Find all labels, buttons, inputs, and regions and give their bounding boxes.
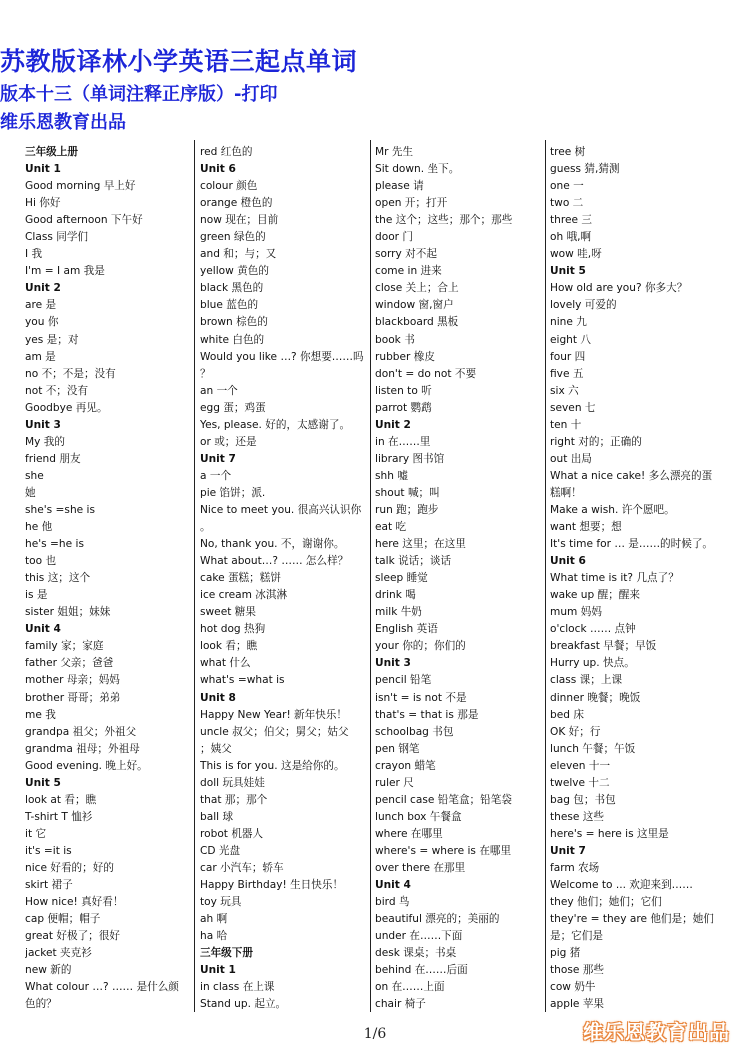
vocab-entry: five 五	[550, 367, 584, 380]
vocab-entry: apple 苹果	[550, 998, 604, 1011]
vocab-entry: here 这里；在这里	[375, 538, 466, 551]
vocab-entry: eight 八	[550, 333, 592, 346]
section-heading: Unit 2	[375, 418, 411, 431]
vocab-entry: grandpa 祖父；外祖父	[25, 725, 137, 738]
vocab-entry: run 跑；跑步	[375, 503, 439, 516]
vocab-entry: breakfast 早餐；早饭	[550, 640, 657, 653]
vocab-entry: what's =what is	[200, 674, 285, 687]
vocab-entry: 是；它们是	[550, 930, 603, 943]
vocab-entry: 糕啊！	[550, 486, 582, 499]
section-heading: Unit 7	[200, 452, 236, 465]
vocab-entry: isn't = is not 不是	[375, 691, 467, 704]
vocab-entry: mum 妈妈	[550, 606, 602, 619]
vocab-entry: new 新的	[25, 964, 72, 977]
section-heading: Unit 8	[200, 691, 236, 704]
vocab-entry: great 好极了；很好	[25, 930, 120, 943]
vocab-entry: blue 蓝色的	[200, 299, 259, 312]
vocab-entry: orange 橙色的	[200, 197, 273, 210]
vocab-entry: lunch box 午餐盒	[375, 810, 462, 823]
vocab-entry: this 这；这个	[25, 572, 91, 585]
vocab-entry: 她	[25, 486, 36, 499]
vocab-entry: bed 床	[550, 708, 584, 721]
vocab-entry: white 白色的	[200, 333, 265, 346]
vocab-entry: doll 玩具娃娃	[200, 776, 265, 789]
section-heading: Unit 4	[25, 623, 61, 636]
vocab-entry: It's time for … 是……的时候了。	[550, 538, 714, 551]
vocab-entry: cake 蛋糕；糕饼	[200, 572, 281, 585]
vocab-entry: she	[25, 469, 44, 482]
vocab-entry: look 看；瞧	[200, 640, 258, 653]
vocab-entry: Hi 你好	[25, 197, 61, 210]
section-heading: Unit 1	[25, 163, 61, 176]
vocab-entry: that 那；那个	[200, 793, 268, 806]
vocab-entry: eleven 十一	[550, 759, 611, 772]
vocab-entry: listen to 听	[375, 384, 432, 397]
section-heading: Unit 6	[200, 163, 236, 176]
section-heading: Unit 7	[550, 844, 586, 857]
vocab-entry: four 四	[550, 350, 586, 363]
vocab-entry: eat 吃	[375, 521, 407, 534]
vocab-entry: bag 包；书包	[550, 793, 616, 806]
vocab-entry: door 门	[375, 231, 414, 244]
vocab-entry: skirt 裙子	[25, 879, 73, 892]
vocab-entry: pencil 铅笔	[375, 674, 432, 687]
section-heading: 三年级上册	[25, 146, 78, 158]
vocab-entry: bird 鸟	[375, 896, 410, 909]
vocab-entry: six 六	[550, 384, 579, 397]
section-heading: Unit 6	[550, 555, 586, 568]
vocab-entry: milk 牛奶	[375, 606, 422, 619]
vocab-entry: How old are you? 你多大？	[550, 282, 688, 295]
word-column-2	[200, 144, 367, 1012]
vocab-entry: Hurry up. 快点。	[550, 657, 635, 670]
vocab-entry: on 在……上面	[375, 981, 445, 994]
vocab-entry: egg 蛋；鸡蛋	[200, 401, 266, 414]
vocab-entry: T-shirt T 恤衫	[25, 810, 93, 823]
vocab-entry: Mr 先生	[375, 146, 414, 158]
vocab-entry: blackboard 黑板	[375, 316, 459, 329]
vocab-entry: look at 看；瞧	[25, 793, 97, 806]
vocab-entry: father 父亲；爸爸	[25, 657, 114, 670]
vocab-entry: one 一	[550, 180, 584, 193]
section-heading: Unit 5	[25, 776, 61, 789]
vocab-entry: English 英语	[375, 623, 438, 636]
word-column-1	[25, 144, 190, 1012]
section-heading: Unit 4	[375, 879, 411, 892]
vocab-entry: Welcome to ... 欢迎来到……	[550, 879, 693, 892]
vocab-entry: drink 喝	[375, 589, 416, 602]
vocab-entry: green 绿色的	[200, 231, 266, 244]
vocab-entry: the 这个；这些；那个；那些	[375, 214, 513, 227]
vocab-entry: ice cream 冰淇淋	[200, 589, 288, 602]
vocab-entry: she's =she is	[25, 503, 96, 516]
vocab-entry: where 在哪里	[375, 827, 443, 840]
vocab-entry: red 红色的	[200, 146, 253, 158]
vocab-entry: ？	[200, 367, 211, 380]
vocab-entry: car 小汽车；轿车	[200, 861, 284, 874]
vocab-entry: mother 母亲；妈妈	[25, 674, 120, 687]
vocab-entry: seven 七	[550, 401, 596, 414]
page-number: 1/6	[363, 1026, 387, 1042]
vocab-entry: a 一个	[200, 469, 232, 482]
vocab-entry: sweet 糖果	[200, 606, 256, 619]
vocab-entry: shout 喊；叫	[375, 486, 440, 499]
vocab-entry: What colour …? …… 是什么颜	[25, 981, 179, 994]
vocab-entry: guess 猜,猜测	[550, 163, 620, 176]
column-divider	[370, 140, 371, 1012]
column-divider	[194, 140, 195, 1012]
vocab-entry: no 不；不是；没有	[25, 367, 116, 380]
section-heading: Unit 5	[550, 265, 586, 278]
publisher-watermark: 维乐恩教育出品	[583, 1020, 730, 1044]
vocab-entry: farm 农场	[550, 861, 600, 874]
vocab-entry: where's = where is 在哪里	[375, 844, 512, 857]
vocab-entry: behind 在……后面	[375, 964, 468, 977]
vocab-entry: Class 同学们	[25, 231, 89, 244]
vocab-entry: pig 猪	[550, 947, 581, 960]
vocab-entry: your 你的；你们的	[375, 640, 466, 653]
vocab-entry: jacket 夹克衫	[25, 947, 92, 960]
section-heading: 三年级下册	[200, 947, 253, 960]
vocab-entry: Sit down. 坐下。	[375, 163, 460, 176]
vocab-entry: Goodbye 再见。	[25, 401, 108, 414]
vocab-entry: Happy New Year! 新年快乐！	[200, 708, 348, 721]
vocab-entry: rubber 橡皮	[375, 350, 435, 363]
section-heading: Unit 3	[375, 657, 411, 670]
vocab-entry: an 一个	[200, 384, 238, 397]
vocab-entry: Would you like …? 你想要……吗	[200, 350, 364, 363]
vocab-entry: over there 在那里	[375, 861, 466, 874]
vocab-entry: brown 棕色的	[200, 316, 268, 329]
vocab-entry: 色的？	[25, 998, 57, 1011]
vocab-entry: book 书	[375, 333, 415, 346]
vocab-entry: under 在……下面	[375, 930, 463, 943]
vocab-entry: I'm = I am 我是	[25, 265, 105, 278]
vocab-entry: Make a wish. 许个愿吧。	[550, 503, 675, 516]
vocab-entry: ten 十	[550, 418, 582, 431]
vocab-entry: or 或；还是	[200, 435, 257, 448]
vocab-entry: library 图书馆	[375, 452, 445, 465]
vocab-entry: ；姨父	[200, 742, 232, 755]
vocab-entry: it's =it is	[25, 844, 72, 857]
vocab-entry: parrot 鹦鹉	[375, 401, 432, 414]
vocab-entry: brother 哥哥；弟弟	[25, 691, 121, 704]
vocab-entry: grandma 祖母；外祖母	[25, 742, 140, 755]
vocab-entry: Stand up. 起立。	[200, 998, 287, 1011]
vocab-entry: black 黑色的	[200, 282, 264, 295]
vocab-entry: shh 嘘	[375, 469, 408, 482]
vocab-entry: chair 椅子	[375, 998, 426, 1011]
vocab-entry: dinner 晚餐；晚饭	[550, 691, 641, 704]
vocab-entry: now 现在；目前	[200, 214, 279, 227]
vocab-entry: Yes, please. 好的，太感谢了。	[200, 418, 351, 431]
vocab-entry: Good evening. 晚上好。	[25, 759, 148, 772]
vocab-entry: out 出局	[550, 452, 592, 465]
vocab-entry: toy 玩具	[200, 896, 242, 909]
vocab-entry: This is for you. 这是给你的。	[200, 759, 345, 772]
vocab-entry: it 它	[25, 827, 47, 840]
vocab-entry: in class 在上课	[200, 981, 275, 994]
word-column-3	[375, 144, 542, 1012]
vocab-entry: robot 机器人	[200, 827, 264, 840]
vocab-entry: Good morning 早上好	[25, 180, 136, 193]
vocab-entry: talk 说话；谈话	[375, 555, 452, 568]
vocab-entry: CD 光盘	[200, 844, 241, 857]
vocab-entry: pen 钢笔	[375, 742, 420, 755]
vocab-entry: wow 哇,呀	[550, 248, 602, 261]
vocab-entry: lovely 可爱的	[550, 299, 617, 312]
vocab-entry: these 这些	[550, 810, 604, 823]
vocab-entry: desk 课桌；书桌	[375, 947, 457, 960]
column-divider	[545, 140, 546, 1012]
vocab-entry: he 他	[25, 521, 53, 534]
vocab-entry: pie 馅饼；派.	[200, 486, 266, 499]
vocab-entry: ruler 尺	[375, 776, 414, 789]
document-subtitle: 版本十三（单词注释正序版）-打印	[0, 84, 278, 105]
vocab-entry: schoolbag 书包	[375, 725, 454, 738]
vocab-entry: sleep 睡觉	[375, 572, 428, 585]
vocab-entry: three 三	[550, 214, 592, 227]
vocab-entry: he's =he is	[25, 538, 84, 551]
vocab-entry: uncle 叔父；伯父；舅父；姑父	[200, 725, 349, 738]
vocab-entry: window 窗,窗户	[375, 299, 454, 312]
vocab-entry: twelve 十二	[550, 776, 610, 789]
vocab-entry: me 我	[25, 708, 56, 721]
vocab-entry: what 什么	[200, 657, 251, 670]
vocab-entry: you 你	[25, 316, 59, 329]
vocab-entry: friend 朋友	[25, 452, 81, 465]
vocab-entry: want 想要；想	[550, 521, 622, 534]
vocab-entry: ball 球	[200, 810, 234, 823]
document-title: 苏教版译林小学英语三起点单词	[0, 47, 358, 76]
vocab-entry: How nice! 真好看！	[25, 896, 124, 909]
vocab-entry: My 我的	[25, 435, 65, 448]
vocab-entry: here's = here is 这里是	[550, 827, 669, 840]
vocab-entry: pencil case 铅笔盒；铅笔袋	[375, 793, 512, 806]
vocab-entry: they're = they are 他们是；她们	[550, 913, 714, 926]
vocab-entry: are 是	[25, 299, 57, 312]
vocab-entry: cow 奶牛	[550, 981, 596, 994]
vocab-entry: sorry 对不起	[375, 248, 437, 261]
vocab-entry: Happy Birthday! 生日快乐！	[200, 879, 344, 892]
vocab-entry: o'clock …… 点钟	[550, 623, 636, 636]
vocab-entry: crayon 蜡笔	[375, 759, 436, 772]
publisher-line: 维乐恩教育出品	[0, 112, 126, 133]
vocab-entry: not 不；没有	[25, 384, 89, 397]
vocab-entry: family 家；家庭	[25, 640, 104, 653]
vocab-entry: tree 树	[550, 146, 586, 158]
vocab-entry: close 关上；合上	[375, 282, 459, 295]
vocab-entry: open 开；打开	[375, 197, 448, 210]
vocab-entry: yellow 黄色的	[200, 265, 269, 278]
vocab-entry: 。	[200, 521, 211, 534]
vocab-entry: OK 好；行	[550, 725, 601, 738]
vocab-entry: those 那些	[550, 964, 604, 977]
section-heading: Unit 1	[200, 964, 236, 977]
vocab-entry: yes 是；对	[25, 333, 79, 346]
vocab-entry: colour 颜色	[200, 180, 258, 193]
vocab-entry: and 和；与；又	[200, 248, 277, 261]
vocab-entry: don't = do not 不要	[375, 367, 477, 380]
vocab-entry: lunch 午餐；午饭	[550, 742, 636, 755]
vocab-entry: sister 姐姐；妹妹	[25, 606, 111, 619]
vocab-entry: too 也	[25, 555, 57, 568]
vocab-entry: wake up 醒；醒来	[550, 589, 640, 602]
vocab-entry: in 在……里	[375, 435, 431, 448]
vocab-entry: is 是	[25, 589, 48, 602]
section-heading: Unit 2	[25, 282, 61, 295]
vocab-entry: please 请	[375, 180, 424, 193]
vocab-entry: two 二	[550, 197, 584, 210]
vocab-entry: am 是	[25, 350, 56, 363]
section-heading: Unit 3	[25, 418, 61, 431]
vocab-entry: hot dog 热狗	[200, 623, 266, 636]
vocab-entry: nice 好看的；好的	[25, 861, 114, 874]
vocab-entry: What a nice cake! 多么漂亮的蛋	[550, 469, 713, 482]
vocab-entry: oh 哦,啊	[550, 231, 592, 244]
word-column-4	[550, 144, 720, 1012]
vocab-entry: ha 哈	[200, 930, 228, 943]
vocab-entry: beautiful 漂亮的；美丽的	[375, 913, 500, 926]
vocab-entry: What about…? …… 怎么样？	[200, 555, 349, 568]
vocab-entry: I 我	[25, 248, 43, 261]
vocab-entry: come in 进来	[375, 265, 442, 278]
vocab-entry: Nice to meet you. 很高兴认识你	[200, 503, 362, 516]
vocab-entry: ah 啊	[200, 913, 228, 926]
vocab-entry: nine 九	[550, 316, 587, 329]
vocab-entry: they 他们；她们；它们	[550, 896, 662, 909]
vocab-entry: Good afternoon 下午好	[25, 214, 143, 227]
vocab-entry: class 课；上课	[550, 674, 623, 687]
vocab-entry: right 对的；正确的	[550, 435, 642, 448]
vocab-entry: No, thank you. 不，谢谢你。	[200, 538, 345, 551]
vocab-entry: What time is it? 几点了？	[550, 572, 679, 585]
vocab-entry: cap 便帽；帽子	[25, 913, 101, 926]
vocab-entry: that's = that is 那是	[375, 708, 479, 721]
